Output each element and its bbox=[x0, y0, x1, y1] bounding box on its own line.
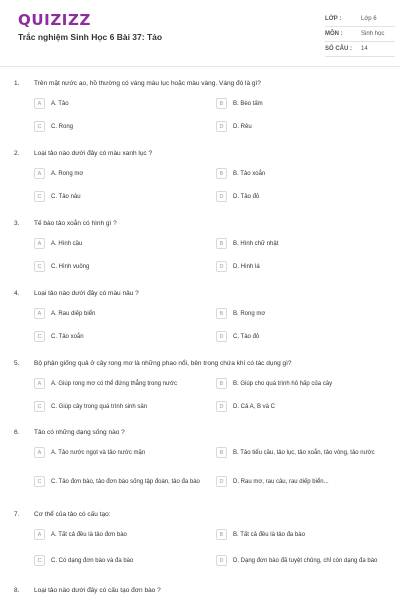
option-text: B. Rong mơ bbox=[233, 310, 266, 317]
question-number: 1. bbox=[14, 80, 20, 87]
option-text: B. Giúp cho quá trình hô hấp của cây bbox=[233, 380, 333, 387]
option-c[interactable] bbox=[34, 191, 204, 202]
option-d[interactable] bbox=[216, 121, 384, 132]
question-text: Trên mặt nước ao, hồ thường có váng màu lục hoặc màu vàng. Váng đó là gì? bbox=[34, 80, 261, 87]
option-letter-b: B bbox=[216, 308, 227, 319]
option-letter-a: A bbox=[34, 238, 45, 249]
question-text: Tế bào tảo xoắn có hình gì ? bbox=[34, 220, 117, 227]
question-number: 8. bbox=[14, 587, 20, 594]
option-text: B. Tất cả đều là tảo đa bào bbox=[233, 531, 305, 538]
option-text: D. Tảo đỏ bbox=[233, 193, 260, 200]
question-number: 2. bbox=[14, 150, 20, 157]
option-letter-b: B bbox=[216, 98, 227, 109]
option-text: A. Giúp rong mơ có thể đứng thẳng trong nước bbox=[51, 380, 177, 387]
option-letter-d: D bbox=[216, 555, 227, 566]
option-a[interactable] bbox=[34, 529, 204, 540]
option-letter-c: C bbox=[34, 331, 45, 342]
quizizz-logo[interactable]: QUIZIZZ bbox=[18, 11, 91, 29]
option-text: A. Tảo nước ngọt và tảo nước mặn bbox=[51, 449, 146, 456]
option-b[interactable] bbox=[216, 308, 384, 319]
option-letter-a: A bbox=[34, 529, 45, 540]
question-number: 4. bbox=[14, 290, 20, 297]
meta-class-label: LỚP : bbox=[325, 16, 342, 22]
option-text: D. Hình lá bbox=[233, 263, 260, 270]
option-b[interactable] bbox=[216, 238, 384, 249]
option-letter-a: A bbox=[34, 98, 45, 109]
option-text: B. Tảo xoắn bbox=[233, 170, 266, 177]
question-text: Cơ thể của tảo có cấu tạo: bbox=[34, 511, 111, 518]
question-text: Loại tảo nào dưới đây có cấu tạo đơn bào ? bbox=[34, 587, 161, 594]
meta-divider bbox=[325, 41, 395, 42]
option-text: D. Rau mơ, rau câu, rau diếp biển... bbox=[233, 478, 329, 485]
option-a[interactable] bbox=[34, 378, 204, 389]
option-text: A. Hình cầu bbox=[51, 240, 83, 247]
option-a[interactable] bbox=[34, 238, 204, 249]
option-a[interactable] bbox=[34, 168, 204, 179]
option-letter-a: A bbox=[34, 378, 45, 389]
option-letter-b: B bbox=[216, 529, 227, 540]
meta-count-value: 14 bbox=[361, 46, 368, 52]
option-b[interactable] bbox=[216, 529, 384, 540]
option-text: C. Rong bbox=[51, 123, 74, 130]
option-text: C. Tảo xoắn bbox=[51, 333, 84, 340]
option-text: A. Tất cả đều là tảo đơn bào bbox=[51, 531, 127, 538]
question-text: Loại tảo nào dưới đây có màu nâu ? bbox=[34, 290, 139, 297]
option-letter-d: D bbox=[216, 121, 227, 132]
option-d[interactable] bbox=[216, 555, 384, 566]
option-text: C. Có dạng đơn bào và đa bào bbox=[51, 557, 134, 564]
option-text: A. Tảo bbox=[51, 100, 69, 107]
option-letter-c: C bbox=[34, 121, 45, 132]
header-divider bbox=[0, 66, 400, 67]
option-d[interactable] bbox=[216, 331, 384, 342]
option-letter-d: D bbox=[216, 476, 227, 487]
option-letter-b: B bbox=[216, 168, 227, 179]
option-text: D. Cả A, B và C bbox=[233, 403, 276, 410]
option-letter-a: A bbox=[34, 168, 45, 179]
question-number: 7. bbox=[14, 511, 20, 518]
question-number: 3. bbox=[14, 220, 20, 227]
question-number: 6. bbox=[14, 429, 20, 436]
question-number: 5. bbox=[14, 360, 20, 367]
option-b[interactable] bbox=[216, 378, 384, 389]
option-d[interactable] bbox=[216, 261, 384, 272]
option-text: B. Hình chữ nhật bbox=[233, 240, 279, 247]
option-b[interactable] bbox=[216, 98, 384, 109]
meta-count-label: SỐ CÂU : bbox=[325, 46, 352, 52]
option-letter-d: D bbox=[216, 261, 227, 272]
option-a[interactable] bbox=[34, 98, 204, 109]
question-text: Tảo có những dạng sống nào ? bbox=[34, 429, 125, 436]
question-text: Loại tảo nào dưới đây có màu xanh lục ? bbox=[34, 150, 153, 157]
option-b[interactable] bbox=[216, 168, 384, 179]
option-letter-c: C bbox=[34, 401, 45, 412]
option-text: A. Rong mơ bbox=[51, 170, 84, 177]
option-text: C. Tảo đơn bào, tảo đơn bào sống tập đoàn, tảo đa bào bbox=[51, 478, 200, 485]
option-c[interactable] bbox=[34, 555, 204, 566]
option-letter-d: D bbox=[216, 191, 227, 202]
option-letter-a: A bbox=[34, 308, 45, 319]
worksheet-header bbox=[0, 0, 400, 68]
option-d[interactable] bbox=[216, 476, 384, 487]
option-c[interactable] bbox=[34, 401, 204, 412]
option-letter-c: C bbox=[34, 191, 45, 202]
option-text: C. Tảo nâu bbox=[51, 193, 81, 200]
option-d[interactable] bbox=[216, 191, 384, 202]
option-text: C. Tảo đỏ bbox=[233, 333, 260, 340]
option-d[interactable] bbox=[216, 401, 384, 412]
option-letter-c: C bbox=[34, 261, 45, 272]
option-letter-d: D bbox=[216, 331, 227, 342]
meta-divider bbox=[325, 26, 395, 27]
option-text: A. Rau diếp biển bbox=[51, 310, 96, 317]
option-c[interactable] bbox=[34, 476, 204, 487]
option-c[interactable] bbox=[34, 261, 204, 272]
question-text: Bộ phận giống quả ở cây rong mơ là những phao nổi, bên trong chứa khí có tác dụng gì? bbox=[34, 360, 292, 367]
option-letter-b: B bbox=[216, 378, 227, 389]
meta-divider bbox=[325, 56, 395, 57]
option-letter-b: B bbox=[216, 238, 227, 249]
option-letter-c: C bbox=[34, 476, 45, 487]
option-a[interactable] bbox=[34, 308, 204, 319]
meta-subject-label: MÔN : bbox=[325, 31, 343, 37]
option-text: B. Bèo tấm bbox=[233, 100, 263, 107]
option-text: D. Dạng đơn bào đã tuyệt chủng, chỉ còn dạng đa bào bbox=[233, 557, 378, 564]
meta-subject-value: Sinh học bbox=[361, 31, 385, 37]
option-a[interactable] bbox=[34, 447, 204, 458]
option-text: B. Tảo tiểu cầu, tảo lục, tảo xoắn, tảo vòng, tảo nước bbox=[233, 449, 375, 456]
option-c[interactable] bbox=[34, 331, 204, 342]
meta-class-value: Lớp 6 bbox=[361, 16, 377, 22]
worksheet-title: Trắc nghiệm Sinh Học 6 Bài 37: Tảo bbox=[18, 32, 163, 42]
option-text: D. Rêu bbox=[233, 123, 252, 130]
option-letter-a: A bbox=[34, 447, 45, 458]
option-letter-c: C bbox=[34, 555, 45, 566]
option-text: C. Hình vuông bbox=[51, 263, 90, 270]
option-c[interactable] bbox=[34, 121, 204, 132]
option-letter-b: B bbox=[216, 447, 227, 458]
option-text: C. Giúp cây trong quá trình sinh sản bbox=[51, 403, 148, 410]
option-b[interactable] bbox=[216, 447, 384, 458]
option-letter-d: D bbox=[216, 401, 227, 412]
